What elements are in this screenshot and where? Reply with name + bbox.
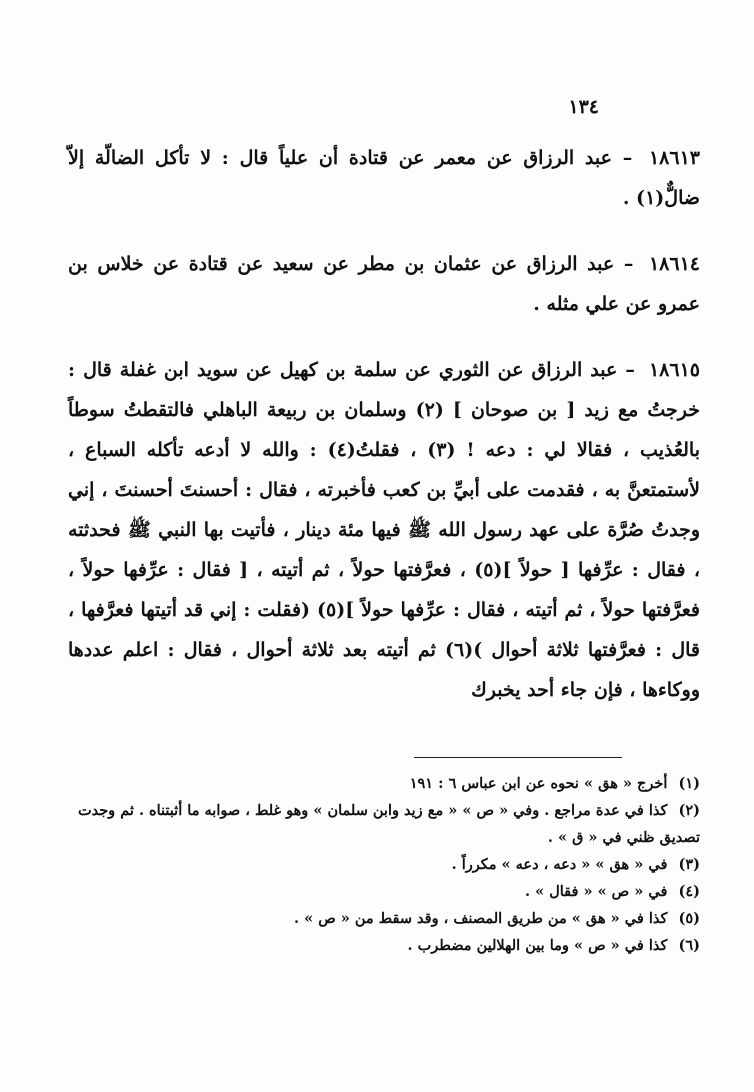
main-text <box>68 138 700 736</box>
footnote-number: (٣) <box>678 856 700 873</box>
footnote-number: (١) <box>678 775 700 792</box>
footnote <box>60 905 700 932</box>
footnote-text: أخرج « هق » نحوه عن ابن عباس ٦ : ١٩١ <box>409 775 668 792</box>
footnote <box>60 878 700 905</box>
hadith-entry <box>68 138 700 218</box>
page-number: ١٣٤ <box>568 96 599 118</box>
hadith-entry <box>68 350 700 710</box>
footnote-text: كذا في « ص » وما بين الهلالين مضطرب . <box>407 937 668 954</box>
footnote-text: كذا في عدة مراجع . وفي « ص » « مع زيد وابن سلمان » وهو غلط ، صوابه ما أثبتناه . ثم وجدت تصديق ظني في « ق » . <box>77 802 700 846</box>
footnote-divider <box>414 757 622 758</box>
footnote <box>60 851 700 878</box>
hadith-number: ١٨٦١٣ <box>648 147 700 169</box>
footnote-number: (٥) <box>678 910 700 927</box>
footnotes <box>60 770 700 959</box>
hadith-text: – عبد الرزاق عن الثوري عن سلمة بن كهيل عن سويد ابن غفلة قال : خرجتُ مع زيد [ بن صوحان ] (٢) وسلمان بن ربيعة الباهلي فالتقطتُ سوطاً بالعُذيب ، فقالا لي : دعه ! (٣) ، فقلتُ(٤) : والله لا أدعه تأكله السباع ، لأستمتعنَّ به ، فقدمت على أبيِّ بن كعب فأخبرته ، فقال : أحسنتَ أحسنتَ ، إني وجدتُ صُرَّة على عهد رسول الله ﷺ فيها مئة دينار ، فأتيت بها النبي ﷺ فحدثته ، فقال : عرِّفها [ حولاً ](٥) ، فعرَّفتها حولاً ، ثم أتيته ، [ فقال : عرِّفها حولاً ، فعرَّفتها حولاً ، ثم أتيته ، فقال : عرِّفها حولاً ](٥) (فقلت : إني قد أتيتها فعرَّفها ، قال : فعرَّفتها ثلاثة أحوال )(٦) ثم أتيته بعد ثلاثة أحوال ، فقال : اعلم عددها ووكاءها ، فإن جاء أحد يخبرك <box>68 359 700 701</box>
hadith-text: – عبد الرزاق عن عثمان بن مطر عن سعيد عن قتادة عن خلاس بن عمرو عن علي مثله . <box>68 253 700 315</box>
footnote-text: في « هق » « دعه ، دعه » مكرراً . <box>451 856 668 873</box>
hadith-entry <box>68 244 700 324</box>
footnote <box>60 797 700 851</box>
footnote-number: (٦) <box>678 937 700 954</box>
footnote-text: في « ص » « فقال » . <box>524 883 668 900</box>
footnote <box>60 932 700 959</box>
hadith-text: – عبد الرزاق عن معمر عن قتادة أن علياً قال : لا تأكل الضالّة إلاّ ضالٌّ(١) . <box>68 147 700 209</box>
hadith-number: ١٨٦١٤ <box>648 253 700 275</box>
footnote-number: (٤) <box>678 883 700 900</box>
footnote-text: كذا في « هق » من طريق المصنف ، وقد سقط من « ص » . <box>294 910 668 927</box>
footnote <box>60 770 700 797</box>
hadith-number: ١٨٦١٥ <box>648 359 700 381</box>
footnote-number: (٢) <box>678 802 700 819</box>
